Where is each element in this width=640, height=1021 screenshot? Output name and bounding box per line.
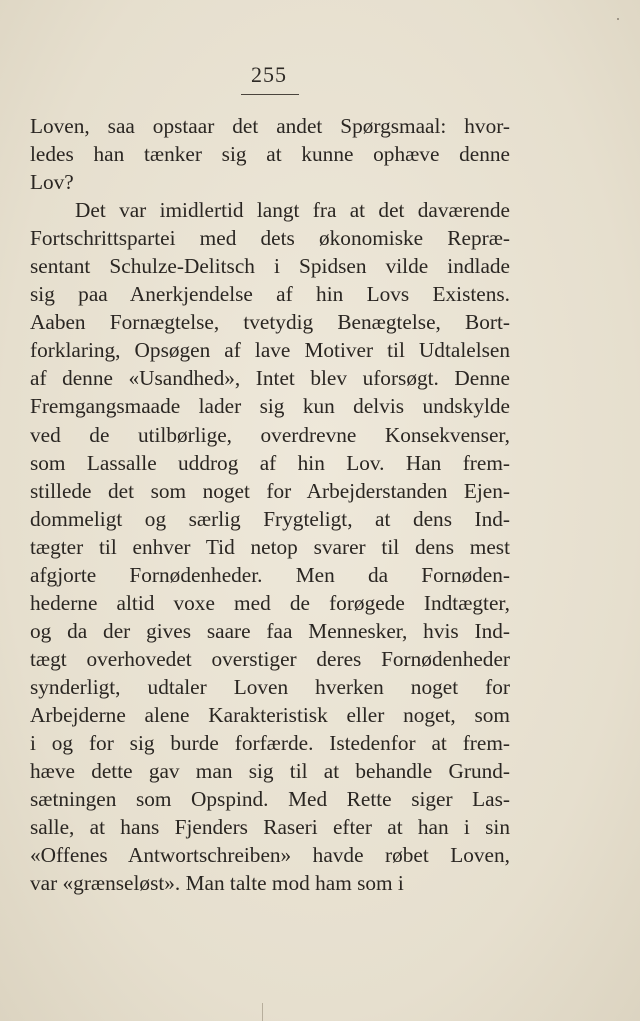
text-line: dommeligt og særlig Frygteligt, at dens Ind-: [30, 506, 510, 531]
text-line: salle, at hans Fjenders Raseri efter at han i sin: [30, 815, 510, 840]
text-line: tægter til enhver Tid netop svarer til dens mest: [30, 534, 510, 559]
text-line: stillede det som noget for Arbejderstanden Ejen-: [30, 478, 510, 503]
text-line: Fremgangsmaade lader sig kun delvis undskylde: [30, 394, 510, 419]
text-line: tægt overhovedet overstiger deres Fornødenheder: [30, 646, 510, 671]
text-line: «Offenes Antwortschreiben» havde røbet Loven,: [30, 843, 510, 868]
text-line: af denne «Usandhed», Intet blev uforsøgt. Denne: [30, 366, 510, 391]
text-line: Aaben Fornægtelse, tvetydig Benægtelse, Bort-: [30, 310, 510, 335]
text-line: hæve dette gav man sig til at behandle Grund-: [30, 759, 510, 784]
text-line: forklaring, Opsøgen af lave Motiver til Udtalelsen: [30, 338, 510, 363]
text-line: hederne altid voxe med de forøgede Indtægter,: [30, 590, 510, 615]
text-line: Fortschrittspartei med dets økonomiske Repræ-: [30, 226, 510, 251]
text-line: ved de utilbørlige, overdrevne Konsekvenser,: [30, 422, 510, 447]
text-line: ledes han tænker sig at kunne ophæve denne: [30, 142, 510, 167]
text-line: sig paa Anerkjendelse af hin Lovs Existens.: [30, 282, 510, 307]
text-line: Lov?: [30, 170, 74, 195]
text-line: afgjorte Fornødenheder. Men da Fornøden-: [30, 562, 510, 587]
page-number-rule: [241, 94, 299, 95]
text-line: sentant Schulze-Delitsch i Spidsen vilde indlade: [30, 254, 510, 279]
paper-speck: [617, 18, 619, 20]
text-line: som Lassalle uddrog af hin Lov. Han frem-: [30, 450, 510, 475]
text-line: var «grænseløst». Man talte mod ham som i: [30, 871, 404, 896]
text-line: Loven, saa opstaar det andet Spørgsmaal: hvor-: [30, 114, 510, 138]
text-line: Arbejderne alene Karakteristisk eller noget, som: [30, 702, 510, 727]
text-line: i og for sig burde forfærde. Istedenfor at frem-: [30, 731, 510, 756]
body-text: [30, 112, 510, 897]
text-line: synderligt, udtaler Loven hverken noget for: [30, 674, 510, 699]
text-line: og da der gives saare faa Mennesker, hvis Ind-: [30, 618, 510, 643]
paragraph-start-line: Det var imidlertid langt fra at det daværende: [75, 198, 510, 223]
page-number: 255: [251, 62, 287, 87]
text-line: sætningen som Opspind. Med Rette siger Las-: [30, 787, 510, 812]
gutter-mark: [262, 1003, 263, 1021]
